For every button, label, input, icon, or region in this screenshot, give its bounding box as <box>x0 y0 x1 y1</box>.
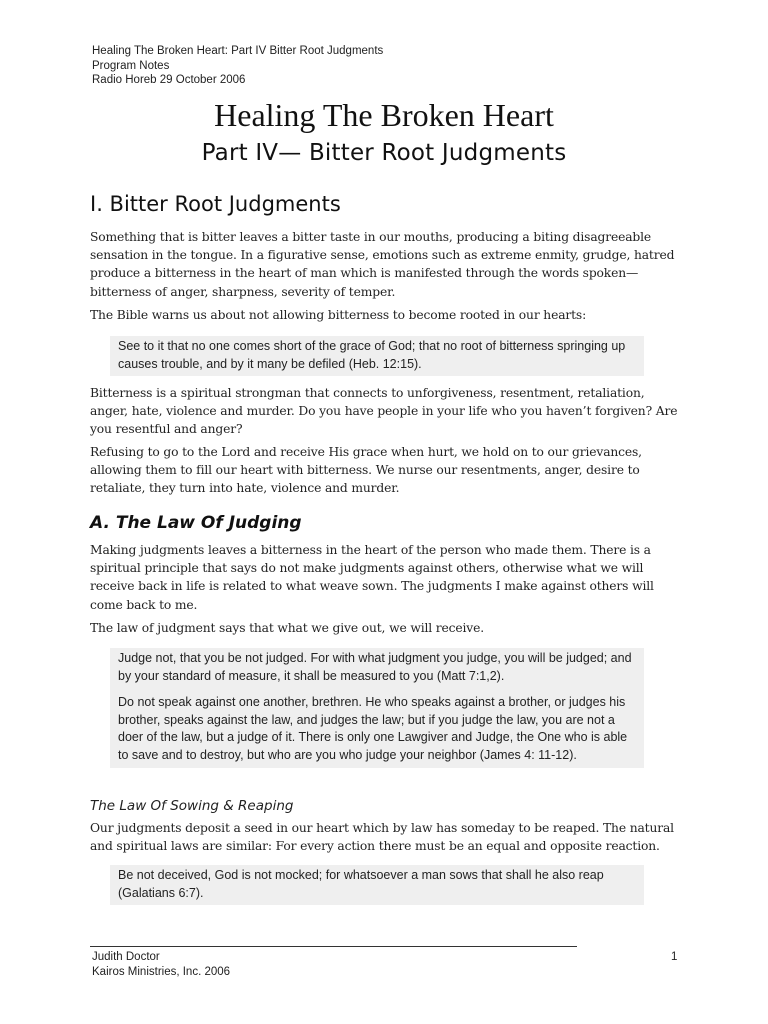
header-line-title: Healing The Broken Heart: Part IV Bitter Root Judgments <box>92 45 384 57</box>
scripture-quote: Do not speak against one another, brethren. He who speaks against a brother, or judges his brother, speaks against the law, and judges the law; but if you judge the law, you are not a doer of the law, but a judge of it. There is only one Lawgiver and Judge, the One who is able to save and to destroy, but who are you who judge your neighbor (James 4: 11-12). <box>118 695 628 762</box>
header-line-date: Radio Horeb 29 October 2006 <box>92 74 246 86</box>
document-title: Healing The Broken Heart <box>214 97 554 133</box>
paragraph: The Bible warns us about not allowing bitterness to become rooted in our hearts: <box>90 308 587 322</box>
page-number: 1 <box>671 951 678 963</box>
scripture-quote: Judge not, that you be not judged. For with what judgment you judge, you will be judged; and by your standard of measure, it shall be measured to you (Matt 7:1,2). <box>118 651 632 683</box>
paragraph: Refusing to go to the Lord and receive His grace when hurt, we hold on to our grievances, allowing them to fill our heart with bitterness. We nurse our resentments, anger, desire to retaliate, they turn into hate, violence and murder. <box>90 445 642 496</box>
paragraph: Our judgments deposit a seed in our heart which by law has someday to be reaped. The natural and spiritual laws are similar: For every action there must be an equal and opposite reaction. <box>90 821 674 854</box>
scripture-quote-block <box>110 865 644 905</box>
footer <box>92 950 230 979</box>
footer-organization: Kairos Ministries, Inc. 2006 <box>92 965 231 978</box>
section-heading-law-of-judging: A. The Law Of Judging <box>90 513 302 533</box>
footer-divider <box>90 946 577 947</box>
paragraph: Something that is bitter leaves a bitter taste in our mouths, producing a biting disagreeable sensation in the tongue. In a figurative sense, emotions such as extreme enmity, grudge, hatred produce a bitterness in the heart of man which is manifested through the words spoken—bitterness of anger, sharpness, severity of temper. <box>90 230 675 299</box>
scripture-quote-block <box>110 336 644 376</box>
scripture-quote-block <box>110 648 644 768</box>
running-header <box>92 44 383 88</box>
paragraph: Bitterness is a spiritual strongman that connects to unforgiveness, resentment, retaliation, anger, hate, violence and murder. Do you have people in your life who you haven’t forgiven? Are you resentful and anger? <box>90 386 678 437</box>
paragraph: Making judgments leaves a bitterness in the heart of the person who made them. There is a spiritual principle that says do not make judgments against others, otherwise what we will receive back in life is related to what weave sown. The judgments I make against others will come back to me. <box>90 543 654 612</box>
footer-author: Judith Doctor <box>92 951 160 963</box>
document-subtitle: Part IV— Bitter Root Judgments <box>201 140 567 166</box>
paragraph: The law of judgment says that what we give out, we will receive. <box>90 621 484 635</box>
header-line-program: Program Notes <box>92 59 170 72</box>
scripture-quote: Be not deceived, God is not mocked; for whatsoever a man sows that shall he also reap (Galatians 6:7). <box>118 868 604 900</box>
subsection-heading-sowing-reaping: The Law Of Sowing & Reaping <box>90 798 294 814</box>
scripture-quote: See to it that no one comes short of the grace of God; that no root of bitterness springing up causes trouble, and by it many be defiled (Heb. 12:15). <box>118 339 626 371</box>
section-heading-bitter-root: I. Bitter Root Judgments <box>90 192 341 216</box>
